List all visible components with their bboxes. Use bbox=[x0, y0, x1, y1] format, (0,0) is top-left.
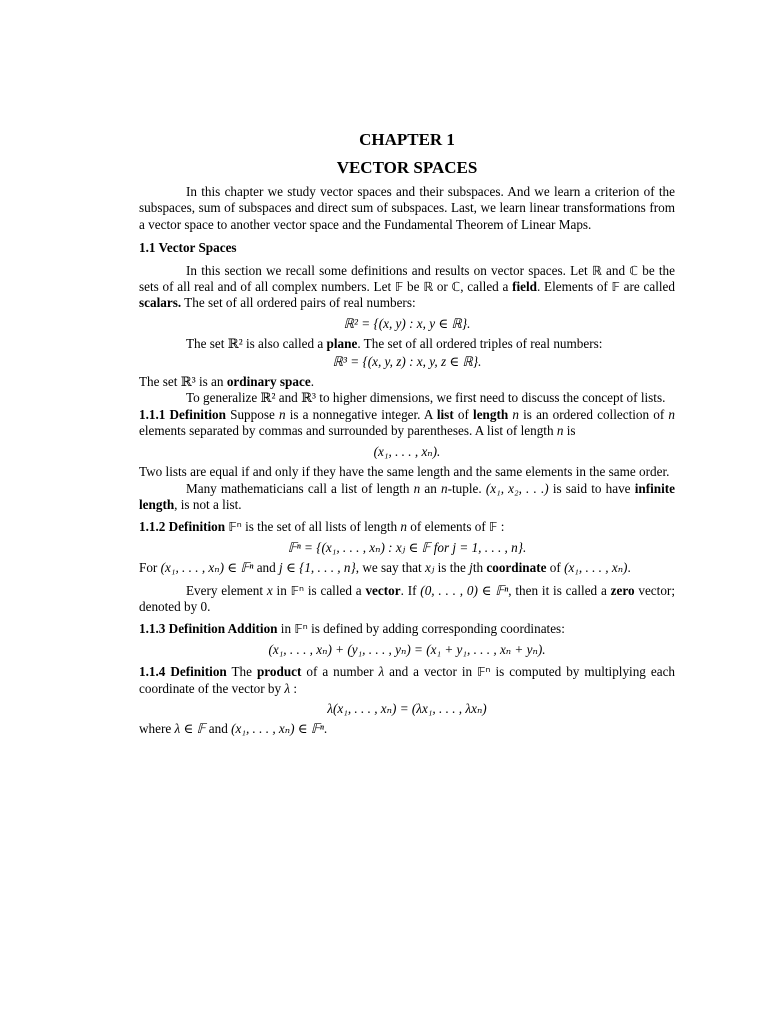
term-coordinate: coordinate bbox=[486, 560, 547, 576]
definition-1-1-2: 1.1.2 Definition 𝔽ⁿ is the set of all lists of length n of elements of 𝔽 : bbox=[139, 519, 505, 535]
equation-scalar-multiplication: λ(x₁, . . . , xₙ) = (λx₁, . . . , λxₙ) bbox=[327, 700, 487, 716]
section-heading-1-1: 1.1 Vector Spaces bbox=[139, 240, 237, 256]
document-page bbox=[139, 130, 675, 738]
equation-r2: ℝ² = {(x, y) : x, y ∈ ℝ}. bbox=[343, 315, 471, 331]
chapter-label: CHAPTER 1 bbox=[359, 130, 455, 149]
definition-1-1-3: 1.1.3 Definition Addition in 𝔽ⁿ is defined by adding corresponding coordinates: bbox=[139, 621, 565, 637]
term-scalars: scalars. bbox=[139, 295, 182, 311]
term-plane: plane bbox=[326, 336, 358, 352]
definition-1-1-4: 1.1.4 Definition The product of a number λ and a vector in 𝔽ⁿ is computed by multiplying each coordinate of the vector by λ : bbox=[139, 664, 676, 696]
term-field: field bbox=[512, 279, 537, 295]
paragraph-plane: The set ℝ² is also called a plane. The set of all ordered triples of real numbers: bbox=[186, 336, 603, 352]
equation-r3: ℝ³ = {(x, y, z) : x, y, z ∈ ℝ}. bbox=[332, 353, 482, 369]
paragraph-vector: Every element x in 𝔽ⁿ is called a vector. If (0, . . . , 0) ∈ 𝔽ⁿ, then it is called a zero vector; denoted by 0. bbox=[139, 582, 675, 614]
paragraph-generalize: To generalize ℝ² and ℝ³ to higher dimensions, we first need to discuss the concept of lists. bbox=[186, 390, 666, 406]
intro-paragraph: In this chapter we study vector spaces and their subspaces. And we learn a criterion of the subspaces, sum of subspaces and direct sum of subspaces. Last, we learn linear transformations from a vector space to another vector space and the Fundamental Theorem of Linear Maps. bbox=[139, 184, 675, 232]
paragraph-where: where λ ∈ 𝔽 and (x₁, . . . , xₙ) ∈ 𝔽ⁿ. bbox=[139, 721, 328, 737]
paragraph-n-tuple: Many mathematicians call a list of length n an n-tuple. (x₁, x₂, . . .) is said to have infinite length, is not a list. bbox=[139, 480, 675, 512]
definition-1-1-1: 1.1.1 Definition Suppose n is a nonnegative integer. A list of length n is an ordered collection of n elements separated by commas and surrounded by parentheses. A list of length n is bbox=[139, 406, 676, 439]
equation-fn: 𝔽ⁿ = {(x₁, . . . , xₙ) : xⱼ ∈ 𝔽 for j = 1, . . . , n}. bbox=[287, 539, 527, 555]
equation-addition: (x₁, . . . , xₙ) + (y₁, . . . , yₙ) = (x₁ + y₁, . . . , xₙ + yₙ). bbox=[268, 641, 546, 657]
term-vector: vector bbox=[365, 582, 401, 598]
paragraph-ordinary-space: The set ℝ³ is an ordinary space. bbox=[139, 374, 314, 390]
term-zero: zero bbox=[610, 582, 635, 598]
equation-list: (x₁, . . . , xₙ). bbox=[373, 443, 441, 459]
chapter-title: VECTOR SPACES bbox=[336, 158, 478, 177]
paragraph-reals-complex: In this section we recall some definitions and results on vector spaces. Let ℝ and ℂ be the sets of all real and of all complex numbers. Let 𝔽 be ℝ or ℂ, called a field. Elements of 𝔽 are called scalars. The set of all ordered pairs of real numbers: bbox=[139, 262, 675, 311]
paragraph-coordinate: For (x₁, . . . , xₙ) ∈ 𝔽ⁿ and j ∈ {1, . . . , n}, we say that xⱼ is the jth coordinate of (x₁, . . . , xₙ). bbox=[139, 560, 631, 576]
term-ordinary-space: ordinary space bbox=[226, 374, 311, 390]
term-product: product bbox=[256, 664, 302, 680]
paragraph-list-equality: Two lists are equal if and only if they have the same length and the same elements in the same order. bbox=[139, 464, 670, 480]
term-infinite-length: infinite length bbox=[139, 480, 675, 512]
